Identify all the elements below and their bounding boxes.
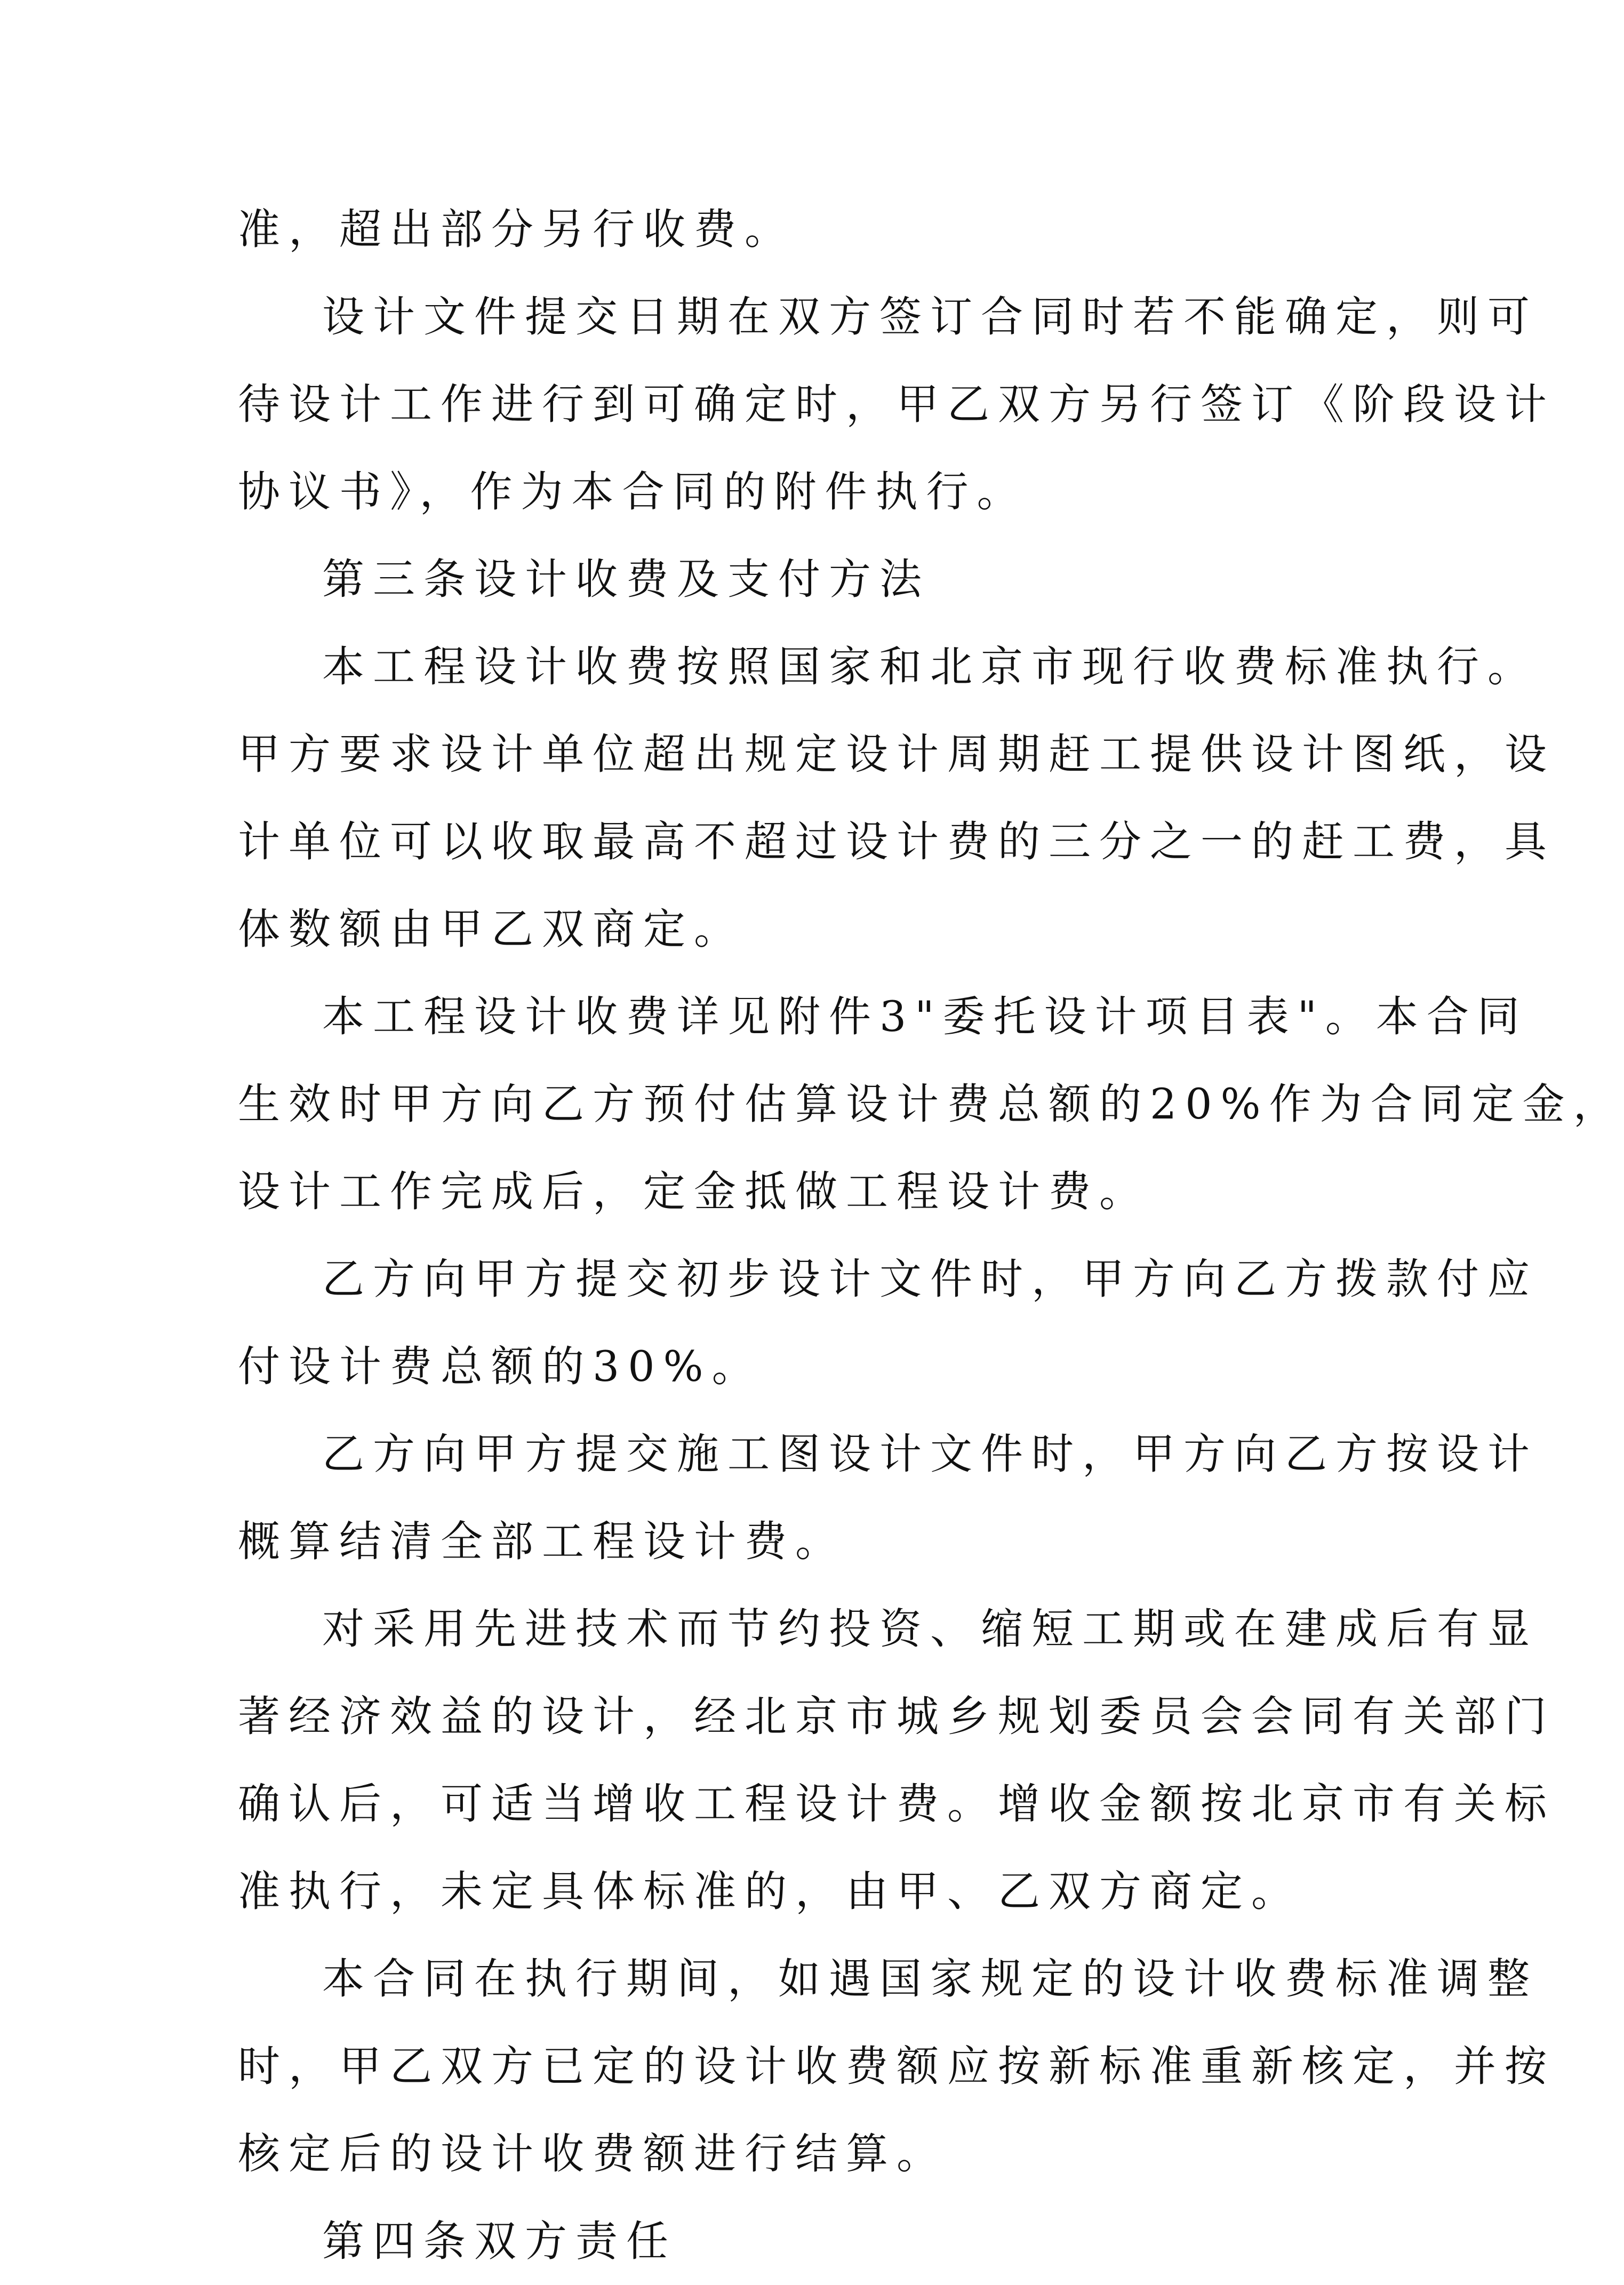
paragraph-first-line: 第四条双方责任 bbox=[322, 2217, 677, 2266]
paragraph-line: 确认后，可适当增收工程设计费。增收金额按北京市有关标 bbox=[238, 1779, 1555, 1828]
paragraph-line: 准，超出部分另行收费。 bbox=[238, 205, 795, 254]
paragraph-line: 概算结清全部工程设计费。 bbox=[238, 1517, 846, 1566]
paragraph-first-line: 设计文件提交日期在双方签订合同时若不能确定，则可 bbox=[322, 292, 1538, 341]
paragraph-line: 时，甲乙双方已定的设计收费额应按新标准重新核定，并按 bbox=[238, 2042, 1555, 2091]
paragraph-first-line: 乙方向甲方提交施工图设计文件时，甲方向乙方按设计 bbox=[322, 1429, 1538, 1479]
paragraph-line: 设计工作完成后，定金抵做工程设计费。 bbox=[238, 1167, 1150, 1216]
paragraph-line: 甲方要求设计单位超出规定设计周期赶工提供设计图纸，设 bbox=[238, 730, 1555, 779]
paragraph-first-line: 本工程设计收费按照国家和北京市现行收费标准执行。 bbox=[322, 642, 1538, 691]
paragraph-first-line: 乙方向甲方提交初步设计文件时，甲方向乙方拨款付应 bbox=[322, 1255, 1538, 1304]
paragraph-line: 计单位可以收取最高不超过设计费的三分之一的赶工费，具 bbox=[238, 817, 1555, 866]
paragraph-line: 付设计费总额的30%。 bbox=[238, 1342, 763, 1391]
paragraph-line: 著经济效益的设计，经北京市城乡规划委员会会同有关部门 bbox=[238, 1692, 1555, 1741]
paragraph-line: 核定后的设计收费额进行结算。 bbox=[238, 2129, 947, 2178]
paragraph-line: 待设计工作进行到可确定时，甲乙双方另行签订《阶段设计 bbox=[238, 380, 1555, 429]
paragraph-line: 生效时甲方向乙方预付估算设计费总额的20%作为合同定金， bbox=[238, 1080, 1624, 1129]
document-body bbox=[238, 186, 1624, 2285]
paragraph-line: 体数额由甲乙双商定。 bbox=[238, 905, 745, 954]
paragraph-first-line: 本合同在执行期间，如遇国家规定的设计收费标准调整 bbox=[322, 1954, 1538, 2003]
paragraph-first-line: 本工程设计收费详见附件3"委托设计项目表"。本合同 bbox=[322, 992, 1528, 1041]
paragraph-first-line: 对采用先进技术而节约投资、缩短工期或在建成后有显 bbox=[322, 1604, 1538, 1653]
paragraph-first-line: 第三条设计收费及支付方法 bbox=[322, 555, 930, 604]
paragraph-line: 准执行，未定具体标准的，由甲、乙双方商定。 bbox=[238, 1867, 1302, 1916]
paragraph-line: 协议书》，作为本合同的附件执行。 bbox=[238, 467, 1028, 516]
